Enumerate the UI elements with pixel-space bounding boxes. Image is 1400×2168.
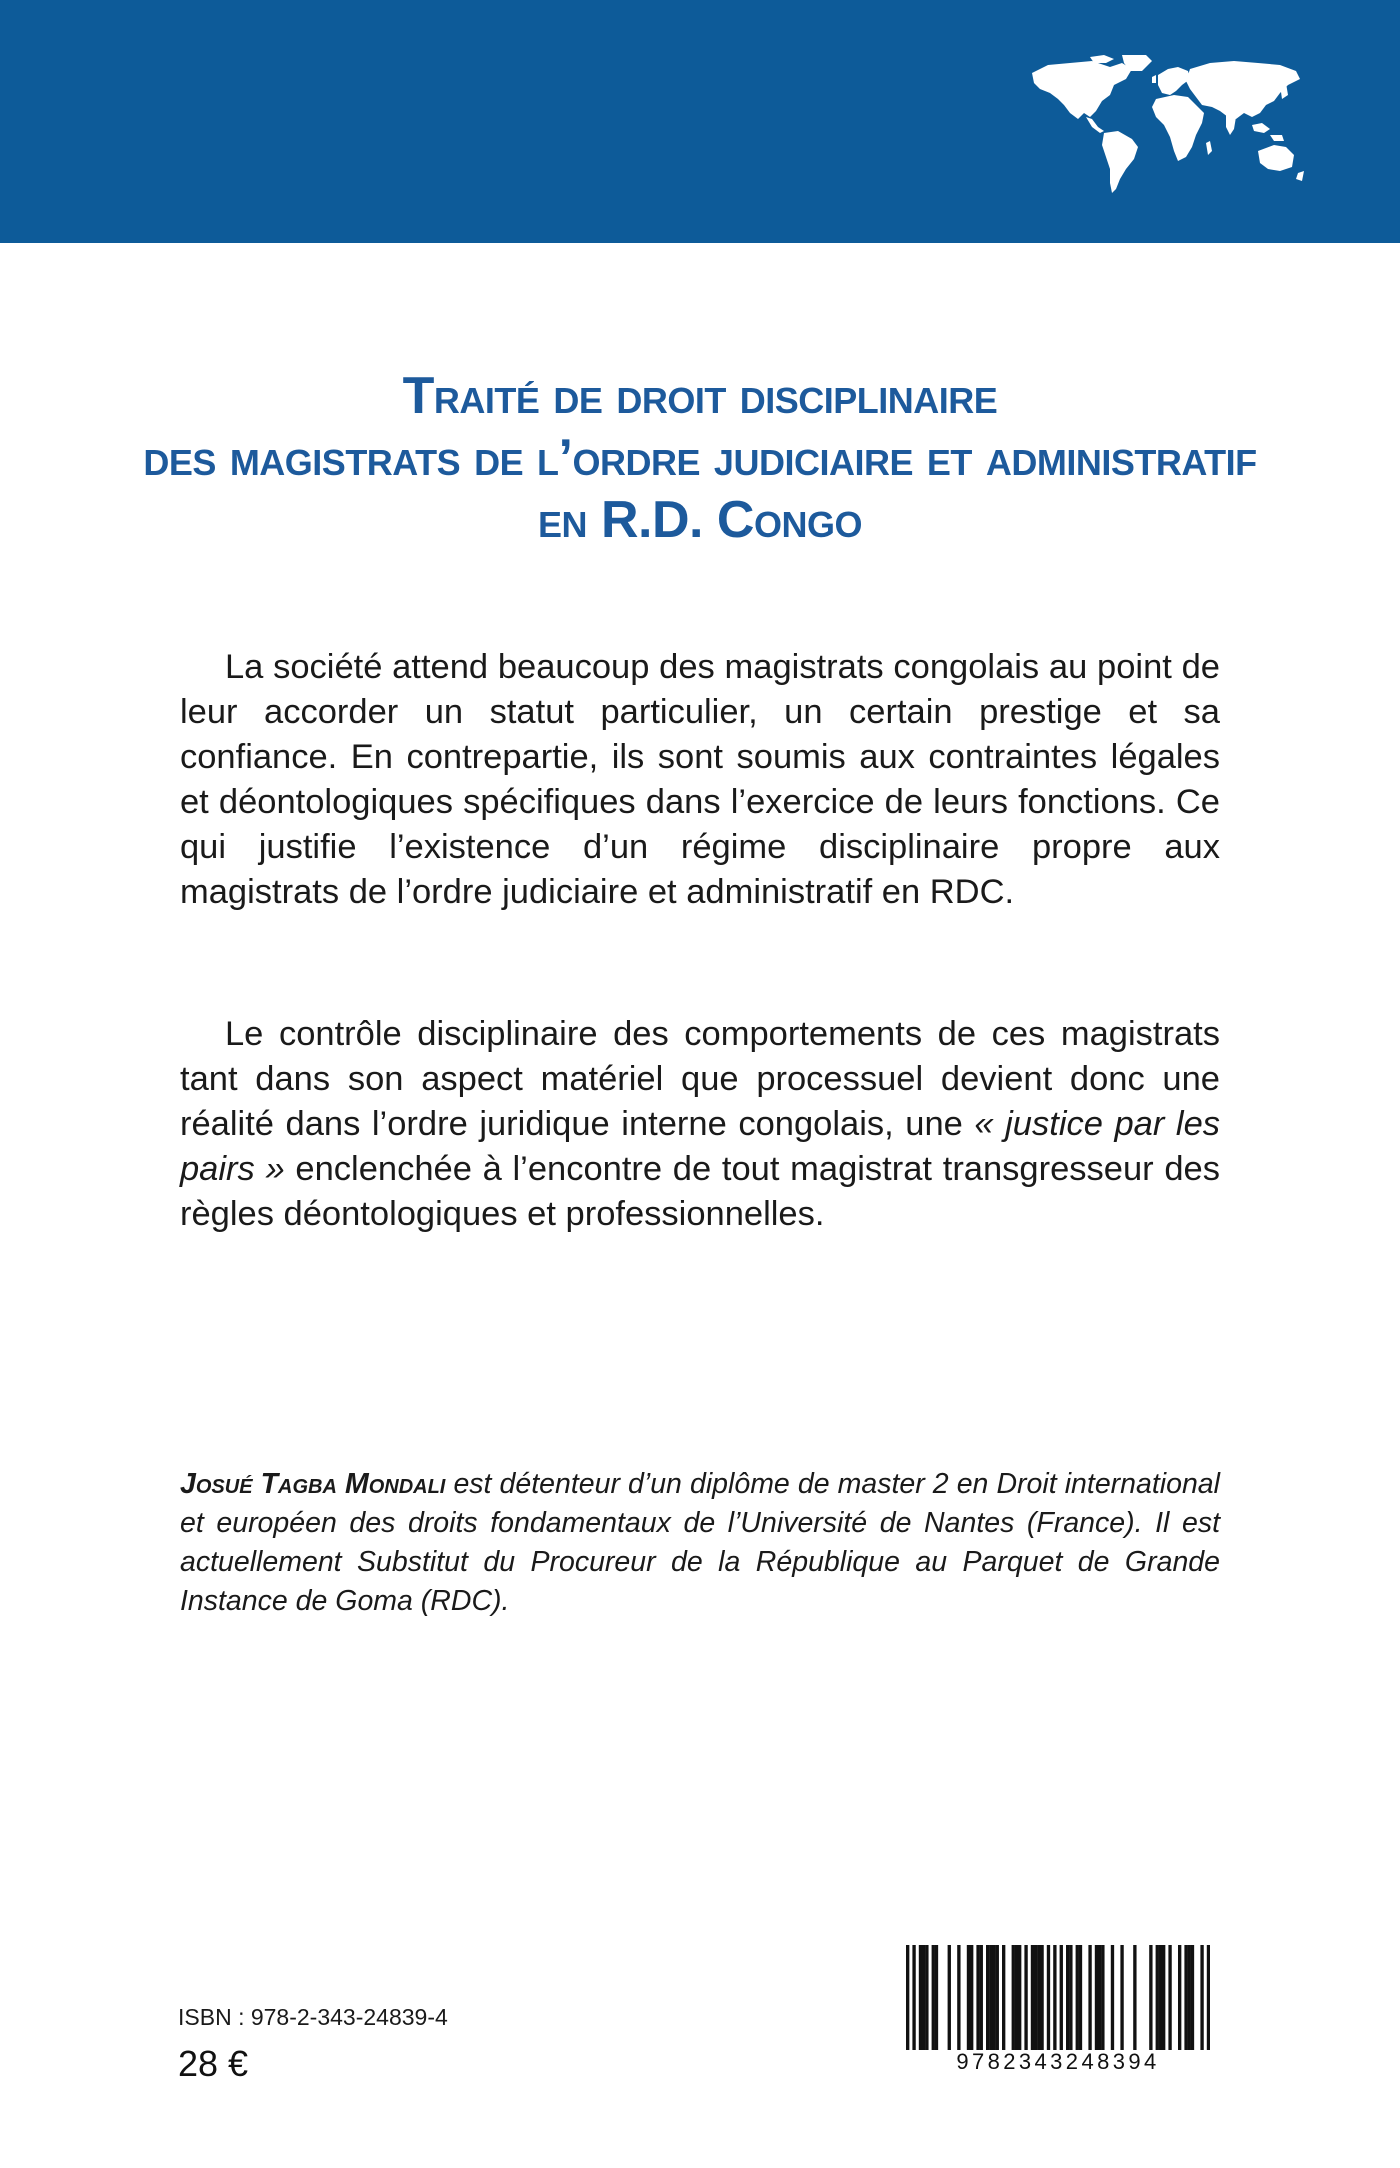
barcode-bar <box>1047 1945 1050 2050</box>
barcode-bar <box>1188 1945 1191 2050</box>
barcode-bar <box>1200 1945 1203 2050</box>
barcode-bar <box>970 1945 973 2050</box>
barcode-bar <box>1149 1945 1152 2050</box>
barcode-bar <box>967 1945 970 2050</box>
barcode-bar <box>919 1945 922 2050</box>
summary-paragraph-2 <box>180 1012 1220 1237</box>
barcode-bar <box>1066 1945 1069 2050</box>
barcode-bar <box>1018 1945 1021 2050</box>
barcode-bar <box>957 1945 960 2050</box>
author-bio <box>180 1465 1220 1621</box>
paragraph-1-text: La société attend beaucoup des magistrats congolais au point de leur accorder un statut particulier, un certain prestige et sa confiance. En contrepartie, ils sont soumis aux contraintes légales et déontologiques spécifiques dans l’exercice de leurs fonctions. Ce qui justifie l’existence d’un régime disciplinaire propre aux magistrats de l’ordre judiciaire et administratif en RDC. <box>180 648 1220 911</box>
isbn-label: ISBN : 978-2-343-24839-4 <box>178 2004 448 2030</box>
paragraph-2-start: Le contrôle disciplinaire des comportements de ces magistrats tant dans son aspect matériel que processuel devient donc une réalité dans l’ordre juridique interne congolais, une <box>180 1015 1220 1143</box>
barcode-bar <box>1095 1945 1098 2050</box>
barcode-bar <box>1207 1945 1210 2050</box>
world-map-icon <box>1030 55 1305 195</box>
barcode-bar <box>992 1945 995 2050</box>
barcode-bar <box>980 1945 983 2050</box>
barcode-bar <box>1088 1945 1091 2050</box>
barcode-bar <box>1034 1945 1037 2050</box>
barcode-bar <box>935 1945 938 2050</box>
barcode-bars <box>906 1945 1210 2050</box>
barcode-bar <box>1053 1945 1056 2050</box>
barcode-bar <box>1060 1945 1063 2050</box>
barcode-bar <box>1098 1945 1101 2050</box>
barcode-bar <box>1156 1945 1159 2050</box>
barcode-bar <box>1031 1945 1034 2050</box>
barcode-bar <box>1040 1945 1043 2050</box>
barcode-bar <box>1120 1945 1123 2050</box>
price-label: 28 € <box>178 2043 249 2084</box>
barcode-bar <box>989 1945 992 2050</box>
barcode-bar <box>1184 1945 1187 2050</box>
barcode-bar <box>1024 1945 1027 2050</box>
barcode-bar <box>1076 1945 1079 2050</box>
barcode <box>906 1945 1210 2080</box>
title-line-2: des magistrats de l’ordre judiciaire et administratif <box>143 429 1257 487</box>
barcode-digits: 9782343248394 <box>956 2049 1160 2074</box>
barcode-bar <box>1162 1945 1165 2050</box>
barcode-bar <box>1111 1945 1114 2050</box>
barcode-bar <box>1159 1945 1162 2050</box>
barcode-bar <box>1012 1945 1015 2050</box>
book-title <box>80 365 1320 551</box>
barcode-bar <box>922 1945 925 2050</box>
title-line-1: Traité de droit disciplinaire <box>402 367 998 425</box>
barcode-bar <box>1191 1945 1194 2050</box>
barcode-bar <box>1037 1945 1040 2050</box>
barcode-bar <box>948 1945 951 2050</box>
barcode-bar <box>925 1945 928 2050</box>
barcode-bar <box>932 1945 935 2050</box>
author-bio-text: est détenteur d’un diplôme de master 2 en Droit international et européen des droits fondamentaux de l’Université de Nantes (France). Il est actuellement Substitut du Procureur de la République au Parquet de Grande Instance de Goma (RDC). <box>180 1468 1220 1617</box>
barcode-bar <box>912 1945 915 2050</box>
title-line-3: en R.D. Congo <box>538 491 862 549</box>
author-name: Josué Tagba Mondali <box>180 1468 446 1500</box>
paragraph-2-end: enclenchée à l’encontre de tout magistrat transgresseur des règles déontologiques et professionnelles. <box>180 1150 1220 1233</box>
barcode-bar <box>976 1945 979 2050</box>
barcode-bar <box>906 1945 909 2050</box>
barcode-bar <box>1133 1945 1136 2050</box>
top-color-band <box>0 0 1400 243</box>
barcode-bar <box>986 1945 989 2050</box>
barcode-bar <box>1101 1945 1104 2050</box>
barcode-bar <box>996 1945 999 2050</box>
barcode-bar <box>1015 1945 1018 2050</box>
barcode-bar <box>1168 1945 1171 2050</box>
barcode-bar <box>1178 1945 1181 2050</box>
barcode-bar <box>1069 1945 1072 2050</box>
paragraph-2-italic: « justice par les pairs » <box>180 1105 1221 1188</box>
summary-paragraph-1 <box>180 645 1220 915</box>
barcode-bar <box>1002 1945 1005 2050</box>
barcode-bar <box>1079 1945 1082 2050</box>
